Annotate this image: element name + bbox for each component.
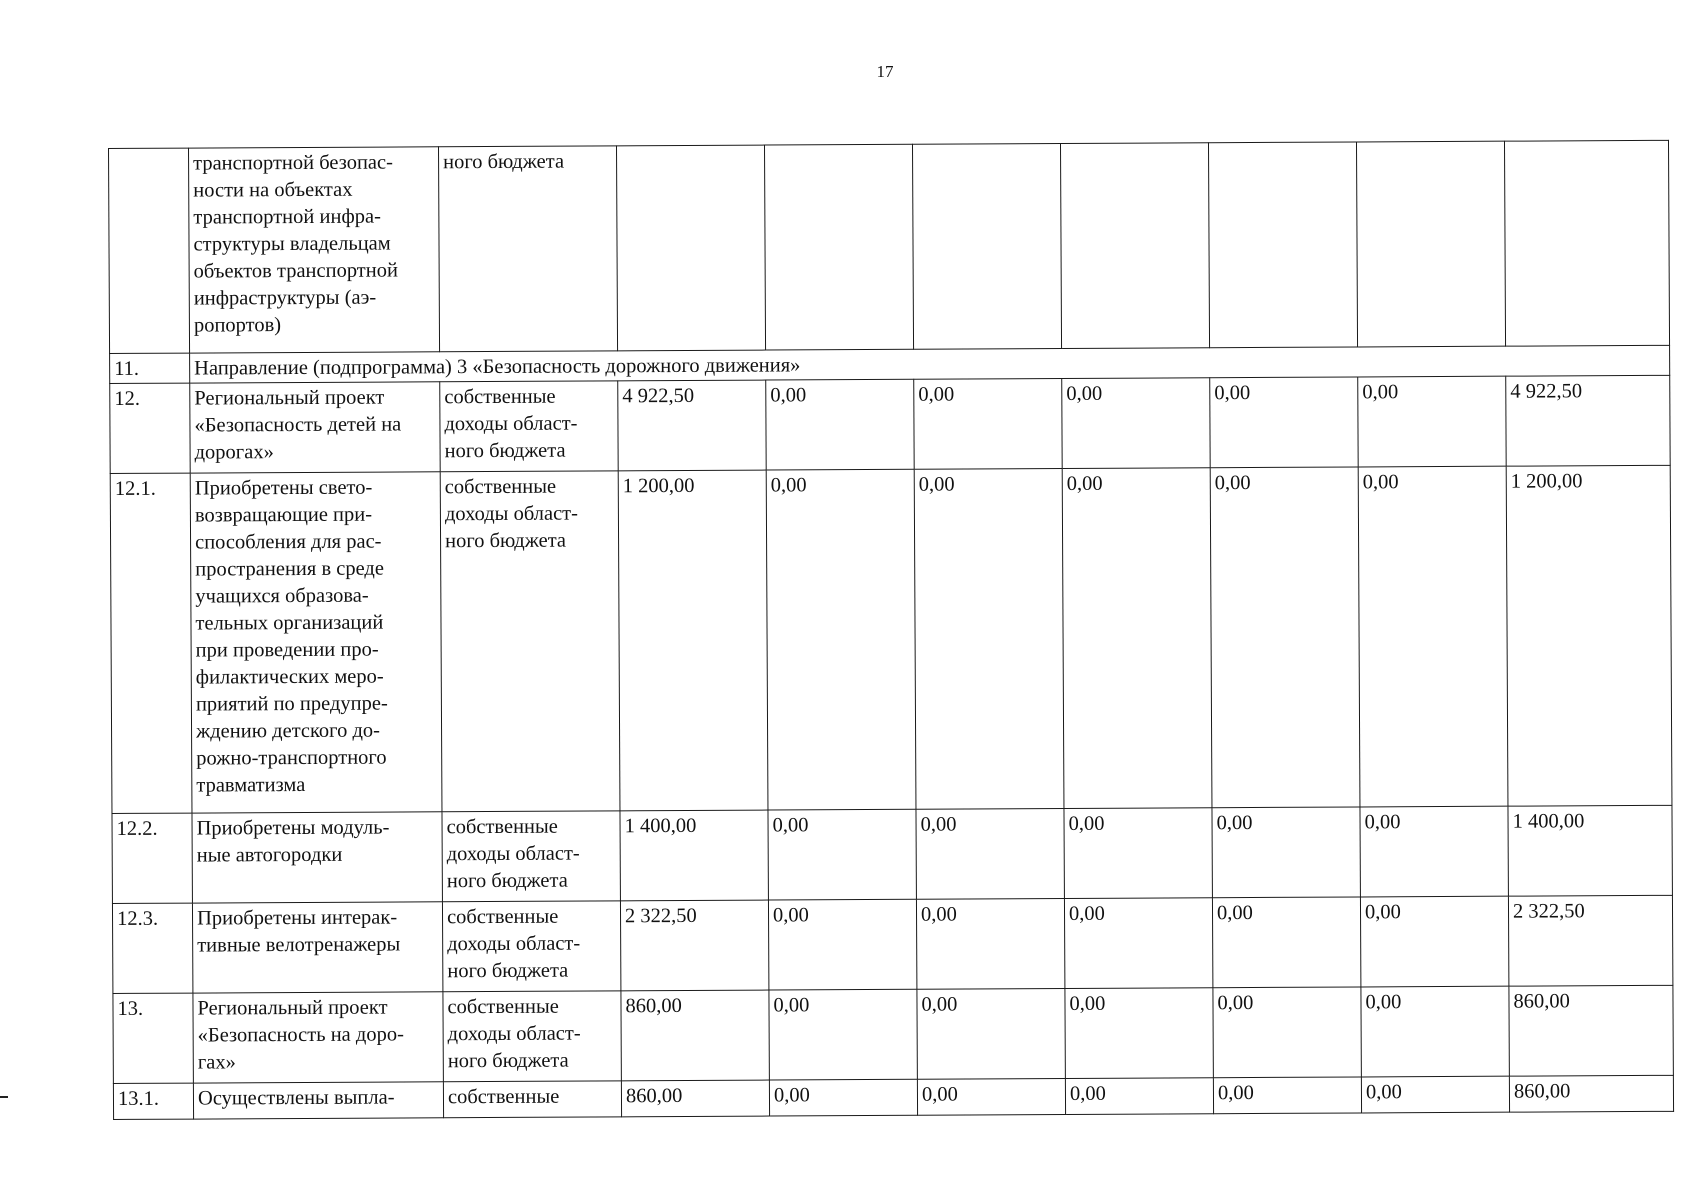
value-cell: 860,00: [621, 990, 769, 1081]
activity-name: Осуществлены выпла-: [193, 1082, 443, 1119]
value-cell: 0,00: [768, 809, 916, 900]
table-row: [112, 805, 1672, 903]
value-cell: 0,00: [1360, 896, 1508, 987]
value-cell: 0,00: [917, 989, 1065, 1080]
value-cell: 4 922,50: [618, 380, 766, 471]
value-cell: 2 322,50: [1508, 895, 1672, 986]
value-cell: 0,00: [766, 379, 914, 470]
value-cell: 0,00: [768, 899, 916, 990]
value-cell: [764, 144, 913, 350]
value-cell: [1356, 141, 1505, 347]
value-cell: 0,00: [1064, 808, 1212, 899]
value-cell: 860,00: [1509, 985, 1673, 1076]
row-number: 12.1.: [110, 473, 192, 813]
value-cell: [912, 144, 1061, 350]
value-cell: 0,00: [916, 899, 1064, 990]
value-cell: [1504, 140, 1669, 346]
value-cell: 0,00: [1065, 988, 1213, 1079]
value-cell: 0,00: [917, 1078, 1065, 1115]
value-cell: 0,00: [1361, 986, 1509, 1077]
value-cell: 0,00: [1361, 1076, 1509, 1113]
table-row: [110, 375, 1670, 473]
value-cell: 0,00: [1212, 897, 1360, 988]
value-cell: 860,00: [621, 1080, 769, 1117]
funding-source: собственные доходы област- ного бюджета: [440, 381, 618, 472]
value-cell: 0,00: [1358, 376, 1506, 467]
value-cell: 0,00: [1210, 467, 1360, 808]
table-row: [112, 895, 1672, 993]
value-cell: 0,00: [769, 1079, 917, 1116]
funding-source: собственные доходы област- ного бюджета: [443, 991, 621, 1082]
row-number: 12.: [110, 383, 190, 473]
margin-mark: [0, 1096, 8, 1098]
value-cell: 0,00: [914, 469, 1064, 810]
value-cell: [1060, 143, 1209, 349]
table-row: [113, 1075, 1673, 1119]
value-cell: 0,00: [1360, 806, 1508, 897]
activity-name: Региональный проект «Безопасность на доро- гах»: [193, 992, 443, 1083]
page-number: 17: [876, 62, 894, 81]
row-number: 13.: [113, 993, 193, 1083]
value-cell: 0,00: [1212, 807, 1360, 898]
value-cell: 2 322,50: [620, 900, 768, 991]
value-cell: 0,00: [769, 989, 917, 1080]
value-cell: 0,00: [914, 379, 1062, 470]
value-cell: 0,00: [1213, 987, 1361, 1078]
activity-name: Региональный проект «Безопасность детей на дорогах»: [190, 382, 440, 473]
row-number: 13.1.: [113, 1083, 193, 1119]
funding-source: собственные доходы област- ного бюджета: [442, 901, 620, 992]
value-cell: [1208, 142, 1357, 348]
activity-name: Приобретены интерак- тивные велотренажеры: [192, 902, 442, 993]
budget-table: [108, 140, 1674, 1120]
value-cell: 0,00: [916, 809, 1064, 900]
value-cell: 0,00: [1064, 898, 1212, 989]
table-row: [113, 985, 1673, 1083]
activity-name: транспортной безопас- ности на объектах транспортной инфра- структуры владельцам объектов транспортной инфраструктуры (аэ- ропортов): [189, 147, 440, 353]
value-cell: [616, 145, 765, 351]
value-cell: 1 400,00: [620, 810, 768, 901]
value-cell: 860,00: [1509, 1075, 1673, 1112]
value-cell: 0,00: [1210, 377, 1358, 468]
row-number: 12.3.: [112, 903, 192, 993]
value-cell: 0,00: [766, 469, 916, 810]
value-cell: 0,00: [1213, 1077, 1361, 1114]
table-row: [110, 465, 1672, 813]
row-number: [109, 148, 190, 353]
activity-name: Приобретены свето- возвращающие при- способления для рас- пространения в среде учащихся образова- тельных организаций при проведении про- филактических меро- приятий по предупре- ждению детского до- рожно-транспортного травматизма: [190, 472, 442, 813]
value-cell: 4 922,50: [1506, 375, 1670, 466]
funding-source: собственные доходы област- ного бюджета: [440, 471, 620, 812]
value-cell: 0,00: [1065, 1078, 1213, 1115]
table-row: [109, 140, 1670, 353]
value-cell: 0,00: [1062, 468, 1212, 809]
value-cell: 1 200,00: [618, 470, 768, 811]
activity-name: Приобретены модуль- ные автогородки: [192, 812, 442, 903]
row-number: 11.: [110, 353, 190, 383]
funding-source: собственные: [443, 1081, 621, 1118]
funding-source: собственные доходы област- ного бюджета: [442, 811, 620, 902]
value-cell: 0,00: [1062, 378, 1210, 469]
direction-heading: Направление (подпрограмма) 3 «Безопасность дорожного движения»: [190, 345, 1670, 383]
value-cell: 1 400,00: [1508, 805, 1672, 896]
value-cell: 0,00: [1358, 466, 1508, 807]
row-number: 12.2.: [112, 813, 192, 903]
value-cell: 1 200,00: [1506, 465, 1672, 806]
funding-source: ного бюджета: [438, 146, 617, 352]
